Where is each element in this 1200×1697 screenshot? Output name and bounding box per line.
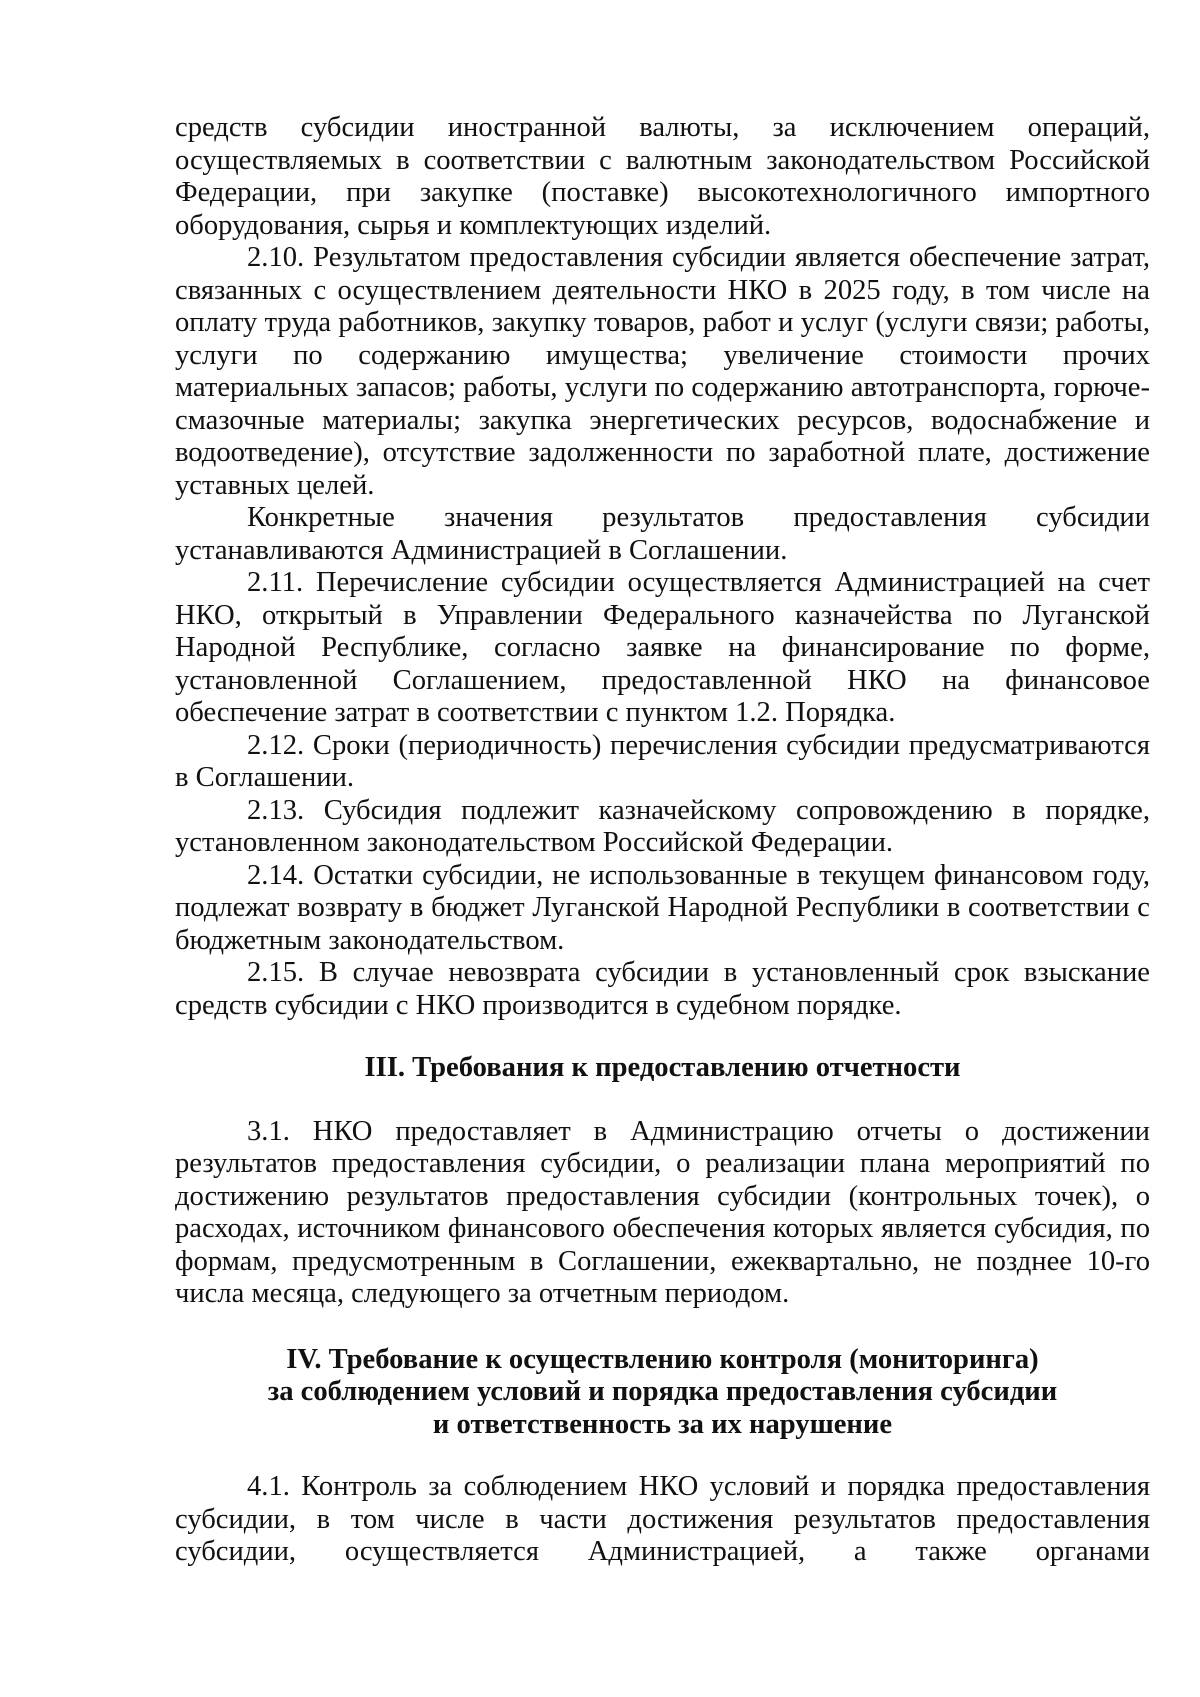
paragraph-2-10-values: Конкретные значения результатов предоставления субсидии устанавливаются Администрацией в Соглашении.: [175, 502, 1150, 566]
paragraph-2-12: 2.12. Сроки (периодичность) перечисления субсидии предусматриваются в Соглашении.: [175, 729, 1150, 793]
paragraph-2-14: 2.14. Остатки субсидии, не использованные в текущем финансовом году, подлежат возврату в бюджет Луганской Народной Республики в соответствии с бюджетным законодательством.: [175, 859, 1150, 956]
paragraph-4-1: 4.1. Контроль за соблюдением НКО условий и порядка предоставления субсидии, в том числе в части достижения результатов предоставления субсидии, осуществляется Администрацией, а также органами: [175, 1471, 1150, 1567]
spacer: [175, 1085, 1150, 1116]
section-4-heading: [175, 1344, 1150, 1442]
paragraph-2-13: 2.13. Субсидия подлежит казначейскому сопровождению в порядке, установленном законодательством Российской Федерации.: [175, 794, 1150, 858]
continuation-paragraph: средств субсидии иностранной валюты, за исключением операций, осуществляемых в соответствии с валютным законодательством Российской Федерации, при закупке (поставке) высокотехнологичного импортного оборудования, сырья и комплектующих изделий.: [175, 112, 1150, 241]
spacer: [175, 1311, 1150, 1344]
section-3-heading: III. Требования к предоставлению отчетности: [364, 1052, 961, 1083]
paragraph-2-15: 2.15. В случае невозврата субсидии в установленный срок взыскание средств субсидии с НКО производится в судебном порядке.: [175, 957, 1150, 1021]
spacer: [175, 1022, 1150, 1052]
section-4-heading-line-1: IV. Требование к осуществлению контроля (мониторинга): [286, 1343, 1039, 1375]
spacer: [175, 1441, 1150, 1471]
paragraph-2-11: 2.11. Перечисление субсидии осуществляется Администрацией на счет НКО, открытый в Управлении Федерального казначейства по Луганской Народной Республике, согласно заявке на финансирование по форме, установленной Соглашением, предоставленной НКО на финансовое обеспечение затрат в соответствии с пунктом 1.2. Порядка.: [175, 567, 1150, 728]
section-4-heading-line-2: за соблюдением условий и порядка предоставления субсидии: [267, 1376, 1058, 1407]
section-4-heading-line-3: и ответственность за их нарушение: [432, 1408, 893, 1440]
paragraph-2-10: 2.10. Результатом предоставления субсидии является обеспечение затрат, связанных с осуществлением деятельности НКО в 2025 году, в том числе на оплату труда работников, закупку товаров, работ и услуг (услуги связи; работы, услуги по содержанию имущества; увеличение стоимости прочих материальных запасов; работы, услуги по содержанию автотранспорта, горюче-смазочные материалы; закупка энергетических ресурсов, водоснабжение и водоотведение), отсутствие задолженности по заработной плате, достижение уставных целей.: [175, 242, 1150, 501]
document-page: [175, 112, 1150, 1569]
paragraph-3-1: 3.1. НКО предоставляет в Администрацию отчеты о достижении результатов предоставления субсидии, о реализации плана мероприятий по достижению результатов предоставления субсидии (контрольных точек), о расходах, источником финансового обеспечения которых является субсидия, по формам, предусмотренным в Соглашении, ежеквартально, не позднее 10-го числа месяца, следующего за отчетным периодом.: [175, 1115, 1150, 1309]
